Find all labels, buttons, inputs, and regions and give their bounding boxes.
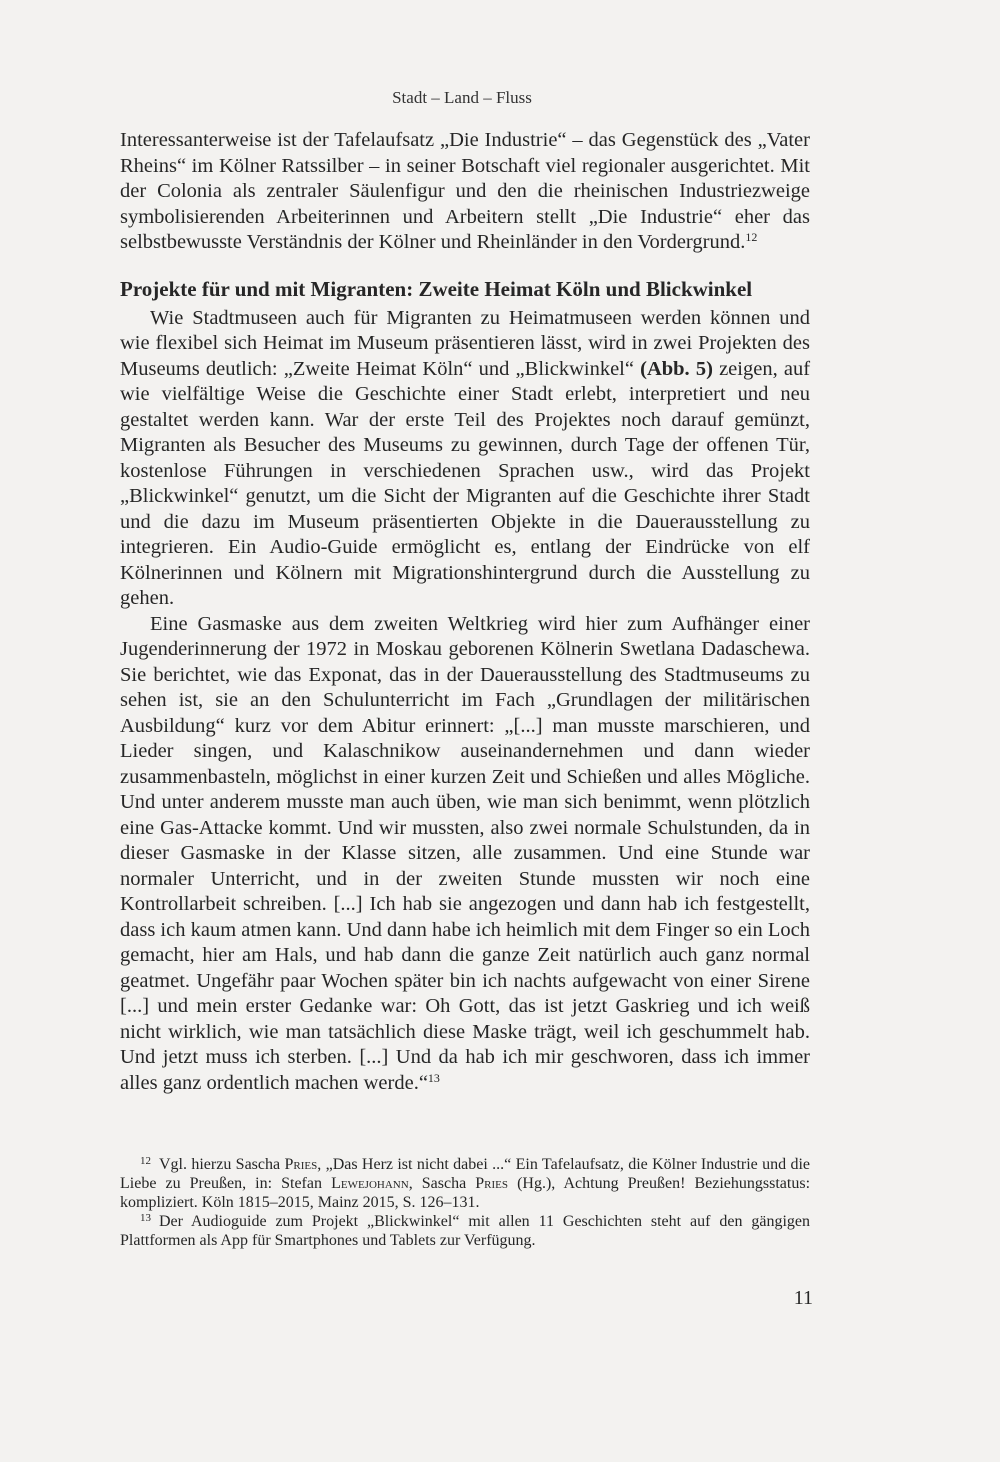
footnote-text: , Sascha [408, 1175, 467, 1192]
footnote-author: Pries [475, 1175, 509, 1192]
footnote-ref-13: 13 [427, 1070, 440, 1085]
paragraph-2-text-a: Wie Stadtmuseen auch für Migranten zu Heimatmuseen werden können und wie flexibel sich Heimat im Museum präsentieren lässt, wird in zwei Projekten des Museums deutlich: „Zweite Heimat Köln“ und „Blickwinkel“ [120, 306, 810, 380]
footnote-12 [120, 1155, 810, 1212]
paragraph-1-text: Interessanterweise ist der Tafelaufsatz „Die Industrie“ – das Gegenstück des „Vater Rheins“ im Kölner Ratssilber – in seiner Botschaft viel regionaler ausgerichtet. Mit der Colonia als zentraler Säulenfigur und den die rheinischen Industriezweige symbolisierenden Arbeiterinnen und Arbeitern stellt „Die Industrie“ eher das selbstbewusste Verständnis der Kölner und Rheinländer in den Vordergrund. [120, 129, 810, 253]
footnote-13 [120, 1212, 810, 1250]
footnote-text: Der Audioguide zum Projekt „Blickwinkel“ mit allen 11 Geschichten steht auf den gängigen Plattformen als App für Smartphones und Tablets zur Verfügung. [120, 1213, 810, 1249]
paragraph-3 [120, 612, 810, 1097]
paragraph-3-text: Eine Gasmaske aus dem zweiten Weltkrieg wird hier zum Aufhänger einer Jugenderinnerung der 1972 in Moskau geborenen Kölnerin Swetlana Dadaschewa. Sie berichtet, wie das Exponat, das in der Dauerausstellung des Stadtmuseums zu sehen ist, sie an den Schulunterricht im Fach „Grundlagen der militärischen Ausbildung“ kurz vor dem Abitur erinnert: „[...] man musste marschieren, und Lieder singen, und Kalaschnikow auseinandernehmen und dann wieder zusammenbasteln, möglichst in einer kurzen Zeit und Schießen und alles Mögliche. Und unter anderem musste man auch üben, wie man sich benimmt, wenn plötzlich eine Gas-Attacke kommt. Und wir mussten, also zwei normale Schulstunden, da in dieser Gasmaske in der Klasse sitzen, alle zusammen. Und eine Stunde war normaler Unterricht, und in der zweiten Stunde mussten wir noch eine Kontrollarbeit schreiben. [...] Ich hab sie angezogen und dann hab ich festgestellt, dass ich kaum atmen kann. Und dann habe ich heimlich mit dem Finger so ein Loch gemacht, hier am Hals, und hab dann die ganze Zeit natürlich auch ganz normal geatmet. Ungefähr paar Wochen später bin ich nachts aufgewacht von einer Sirene [...] und mein erster Gedanke war: Oh Gott, das ist jetzt Gaskrieg und ich weiß nicht wirklich, wie man tatsächlich diese Maske trägt, weil ich geschummelt hab. Und jetzt muss ich sterben. [...] Und da hab ich mir geschworen, dass ich immer alles ganz ordentlich machen werde.“ [120, 612, 811, 1094]
footnote-text: (Hg.), Achtung Preußen! Beziehungsstatus: kompliziert. Köln 1815–2015, Mainz 2015, S. 126–131. [120, 1175, 811, 1211]
figure-reference: (Abb. 5) [640, 357, 713, 380]
footnote-text: , „Das Herz ist nicht dabei ...“ Ein Tafelaufsatz, die Kölner Industrie und die Liebe zu Preußen, in: Stefan [120, 1156, 811, 1192]
main-text [120, 128, 810, 1096]
footnote-number: 13 [140, 1212, 151, 1224]
paragraph-2-text-b: zeigen, auf wie vielfältige Weise die Geschichte einer Stadt erlebt, interpretiert und neu gestaltet werden kann. War der erste Teil des Projektes noch darauf gemünzt, Migranten als Besucher des Museums zu gewinnen, durch Tage der offenen Tür, kostenlose Führungen in verschiedenen Sprachen usw., wird das Projekt „Blickwinkel“ genutzt, um die Sicht der Migranten auf die Geschichte ihrer Stadt und die dazu im Museum präsentierten Objekte in die Dauerausstellung zu integrieren. Ein Audio-Guide ermöglicht es, entlang der Eindrücke von elf Kölnerinnen und Kölnern mit Migrationshintergrund durch die Ausstellung zu gehen. [120, 357, 811, 609]
footnote-text: Vgl. hierzu Sascha [159, 1156, 281, 1173]
paragraph-2 [120, 306, 810, 612]
footnote-ref-12: 12 [745, 230, 758, 244]
section-heading: Projekte für und mit Migranten: Zweite Heimat Köln und Blickwinkel [120, 276, 753, 301]
footnote-author: Pries [284, 1156, 318, 1173]
footnote-author: Lewejohann [331, 1175, 409, 1192]
running-head-text: Stadt – Land – Fluss [392, 88, 532, 107]
paragraph-1 [120, 128, 810, 256]
page-number: 11 [793, 1287, 813, 1309]
footnotes [120, 1155, 810, 1250]
footnote-number: 12 [140, 1155, 151, 1167]
running-head [0, 88, 1000, 108]
